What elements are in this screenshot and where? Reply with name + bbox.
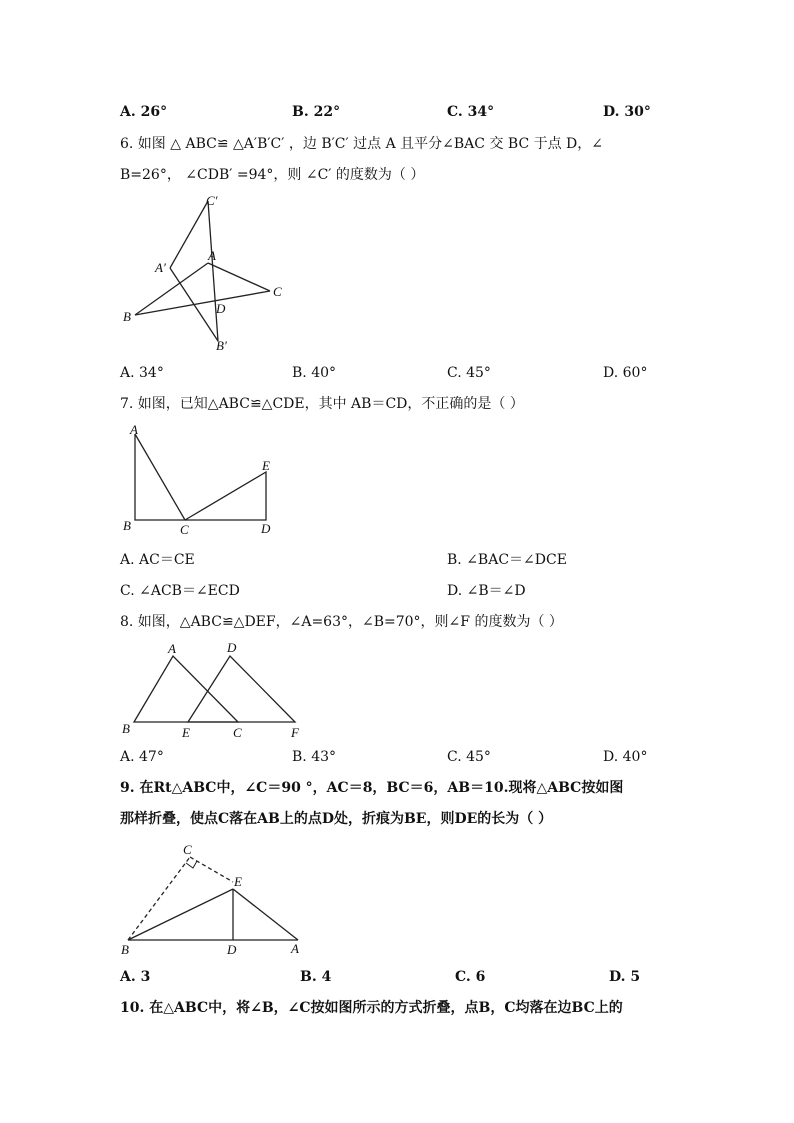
q7-option-d: D. ∠B＝∠D xyxy=(447,583,526,599)
q9-segment-be xyxy=(128,889,233,940)
q6-option-c: C. 45° xyxy=(447,365,491,381)
q8-triangle-abc xyxy=(134,656,238,722)
q6-segment-bc xyxy=(135,291,270,315)
q6-label-a-prime: A′ xyxy=(155,260,166,275)
q6-stem-line1: 6. 如图 △ ABC≌ △A′B′C′ ，边 B′C′ 过点 A 且平分∠BAC 交 BC 于点 D，∠ xyxy=(120,136,604,152)
q9-option-a: A. 3 xyxy=(120,969,151,985)
q5-option-c: C. 34° xyxy=(447,104,495,120)
q7-label-e: E xyxy=(262,458,270,473)
q6-label-d: D xyxy=(216,301,226,316)
q9-label-e: E xyxy=(234,874,242,889)
q7-option-a: A. AC＝CE xyxy=(120,552,195,568)
q8-option-a: A. 47° xyxy=(120,749,164,765)
q6-label-b: B xyxy=(123,309,131,324)
q5-option-d: D. 30° xyxy=(603,104,651,120)
q8-label-b: B xyxy=(122,721,130,736)
q6-label-b-prime: B′ xyxy=(216,338,227,353)
q7-stem: 7. 如图，已知△ABC≌△CDE，其中 AB＝CD，不正确的是（ ） xyxy=(120,396,524,412)
q8-option-d: D. 40° xyxy=(603,749,648,765)
q9-stem-line2: 那样折叠，使点C落在AB上的点D处，折痕为BE，则DE的长为（ ） xyxy=(120,811,553,827)
q8-label-f: F xyxy=(291,725,299,740)
q9-figure xyxy=(120,840,310,955)
q8-label-e: E xyxy=(182,725,190,740)
q6-segment-c1b1 xyxy=(208,201,218,341)
q6-option-b: B. 40° xyxy=(292,365,337,381)
q7-triangle-abc xyxy=(135,434,185,520)
q7-label-b: B xyxy=(123,518,131,533)
q9-option-d: D. 5 xyxy=(609,969,641,985)
q7-label-d: D xyxy=(261,521,271,536)
q6-label-c-prime: C′ xyxy=(206,193,218,208)
q5-option-a: A. 26° xyxy=(120,104,168,120)
q9-segment-ea xyxy=(233,889,298,940)
q6-option-a: A. 34° xyxy=(120,365,164,381)
q8-figure xyxy=(120,638,320,743)
q8-option-b: B. 43° xyxy=(292,749,337,765)
q9-fold-ce xyxy=(190,857,233,882)
q7-option-c: C. ∠ACB＝∠ECD xyxy=(120,583,240,599)
q5-option-b: B. 22° xyxy=(292,104,341,120)
q9-label-b: B xyxy=(121,942,129,957)
q6-label-c: C xyxy=(273,284,282,299)
q8-stem: 8. 如图，△ABC≌△DEF，∠A=63°，∠B=70°，则∠F 的度数为（ ） xyxy=(120,614,563,630)
q9-label-c: C xyxy=(183,842,192,857)
q9-right-angle-mark xyxy=(186,861,197,868)
q6-figure xyxy=(120,193,290,353)
q10-stem-line1: 10. 在△ABC中，将∠B，∠C按如图所示的方式折叠，点B，C均落在边BC上的 xyxy=(120,1000,623,1016)
q9-label-d: D xyxy=(227,942,237,957)
q6-segment-a1b1 xyxy=(170,268,218,341)
q8-label-c: C xyxy=(233,725,242,740)
q7-triangle-cde xyxy=(185,472,266,520)
q9-label-a: A xyxy=(291,941,299,956)
q9-option-c: C. 6 xyxy=(455,969,486,985)
q8-label-a: A xyxy=(168,641,176,656)
q7-option-b: B. ∠BAC＝∠DCE xyxy=(447,552,567,568)
q6-option-d: D. 60° xyxy=(603,365,648,381)
q8-triangle-def xyxy=(188,656,295,722)
q8-label-d: D xyxy=(227,640,237,655)
q6-label-a: A xyxy=(208,248,216,263)
q9-fold-bc xyxy=(128,857,190,940)
q9-option-b: B. 4 xyxy=(300,969,332,985)
q6-segment-ac xyxy=(208,263,270,291)
q6-stem-line2: B=26°， ∠CDB′ =94°，则 ∠C′ 的度数为（ ） xyxy=(120,167,425,183)
q6-segment-a1c1 xyxy=(170,201,208,268)
q7-label-a: A xyxy=(130,422,138,437)
q8-option-c: C. 45° xyxy=(447,749,491,765)
q7-figure xyxy=(120,422,290,537)
q7-label-c: C xyxy=(180,522,189,537)
q9-stem-line1: 9. 在Rt△ABC中，∠C＝90 °，AC＝8，BC＝6，AB＝10.现将△ABC按如图 xyxy=(120,780,624,796)
